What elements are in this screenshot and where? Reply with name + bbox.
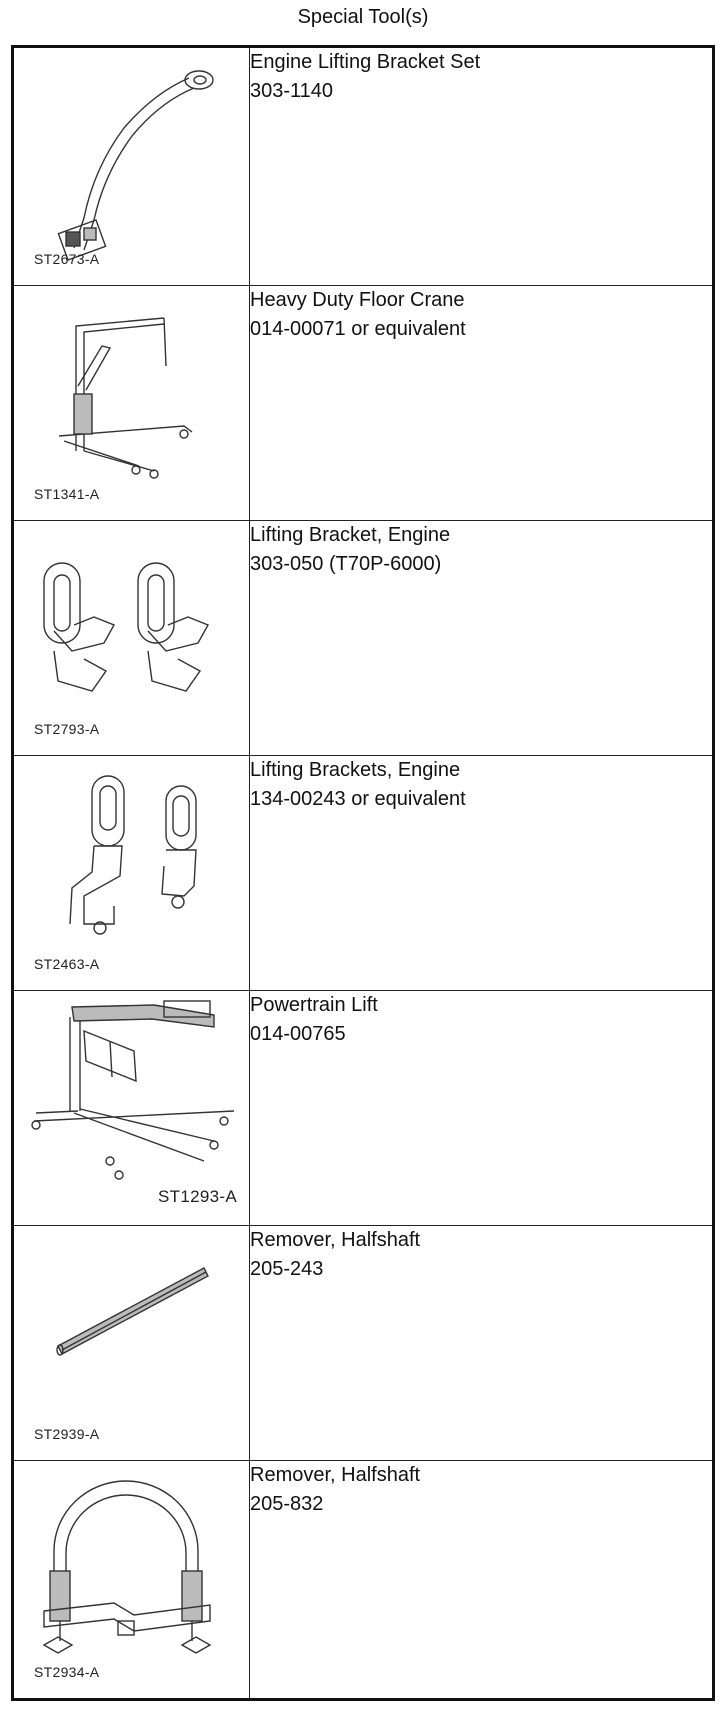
- image-code: ST2463-A: [34, 955, 100, 972]
- table-row: [13, 47, 714, 286]
- tool-illustration-cell: [13, 285, 250, 520]
- tool-name: Lifting Brackets, Engine: [250, 758, 461, 781]
- tool-description-cell: [250, 990, 714, 1225]
- halfshaft-remover-ubolt-illustration: [14, 1461, 249, 1697]
- tool-description-cell: [250, 285, 714, 520]
- tool-name: Heavy Duty Floor Crane: [250, 288, 465, 311]
- tool-name: Powertrain Lift: [250, 993, 378, 1016]
- tool-name: Engine Lifting Bracket Set: [250, 51, 481, 73]
- page-title: Special Tool(s): [297, 6, 429, 28]
- tool-name: Remover, Halfshaft: [250, 1463, 421, 1486]
- table-row: [13, 520, 714, 755]
- tool-illustration-cell: [13, 520, 250, 755]
- tool-illustration-cell: [13, 47, 250, 286]
- tool-number: 205-243: [250, 1257, 324, 1280]
- tool-description-cell: [250, 1460, 714, 1699]
- tool-name: Remover, Halfshaft: [250, 1228, 421, 1251]
- tool-description-cell: [250, 47, 714, 286]
- tool-number: 303-050 (T70P-6000): [250, 552, 442, 575]
- tool-name: Lifting Bracket, Engine: [250, 523, 451, 546]
- tool-illustration-cell: [13, 990, 250, 1225]
- tool-number: 303-1140: [250, 80, 334, 102]
- tool-description-cell: [250, 520, 714, 755]
- table-row: [13, 1460, 714, 1699]
- special-tools-table: [11, 45, 715, 1701]
- table-row: [13, 990, 714, 1225]
- table-row: [13, 285, 714, 520]
- tool-number: 205-832: [250, 1492, 324, 1515]
- image-code: ST2793-A: [34, 720, 100, 737]
- tool-number: 134-00243 or equivalent: [250, 787, 466, 810]
- tool-number: 014-00765: [250, 1022, 346, 1045]
- tool-illustration-cell: [13, 1225, 250, 1460]
- image-code: ST2939-A: [34, 1425, 100, 1442]
- image-code: ST1341-A: [34, 485, 100, 502]
- tool-number: 014-00071 or equivalent: [250, 317, 466, 340]
- tool-illustration-cell: [13, 1460, 250, 1699]
- table-row: [13, 1225, 714, 1460]
- image-code: ST2673-A: [34, 250, 100, 267]
- image-code: ST1293-A: [158, 1186, 237, 1206]
- image-code: ST2934-A: [34, 1664, 100, 1680]
- table-row: [13, 755, 714, 990]
- engine-lifting-bracket-set-illustration: [14, 48, 249, 284]
- tool-description-cell: [250, 755, 714, 990]
- tool-description-cell: [250, 1225, 714, 1460]
- tool-illustration-cell: [13, 755, 250, 990]
